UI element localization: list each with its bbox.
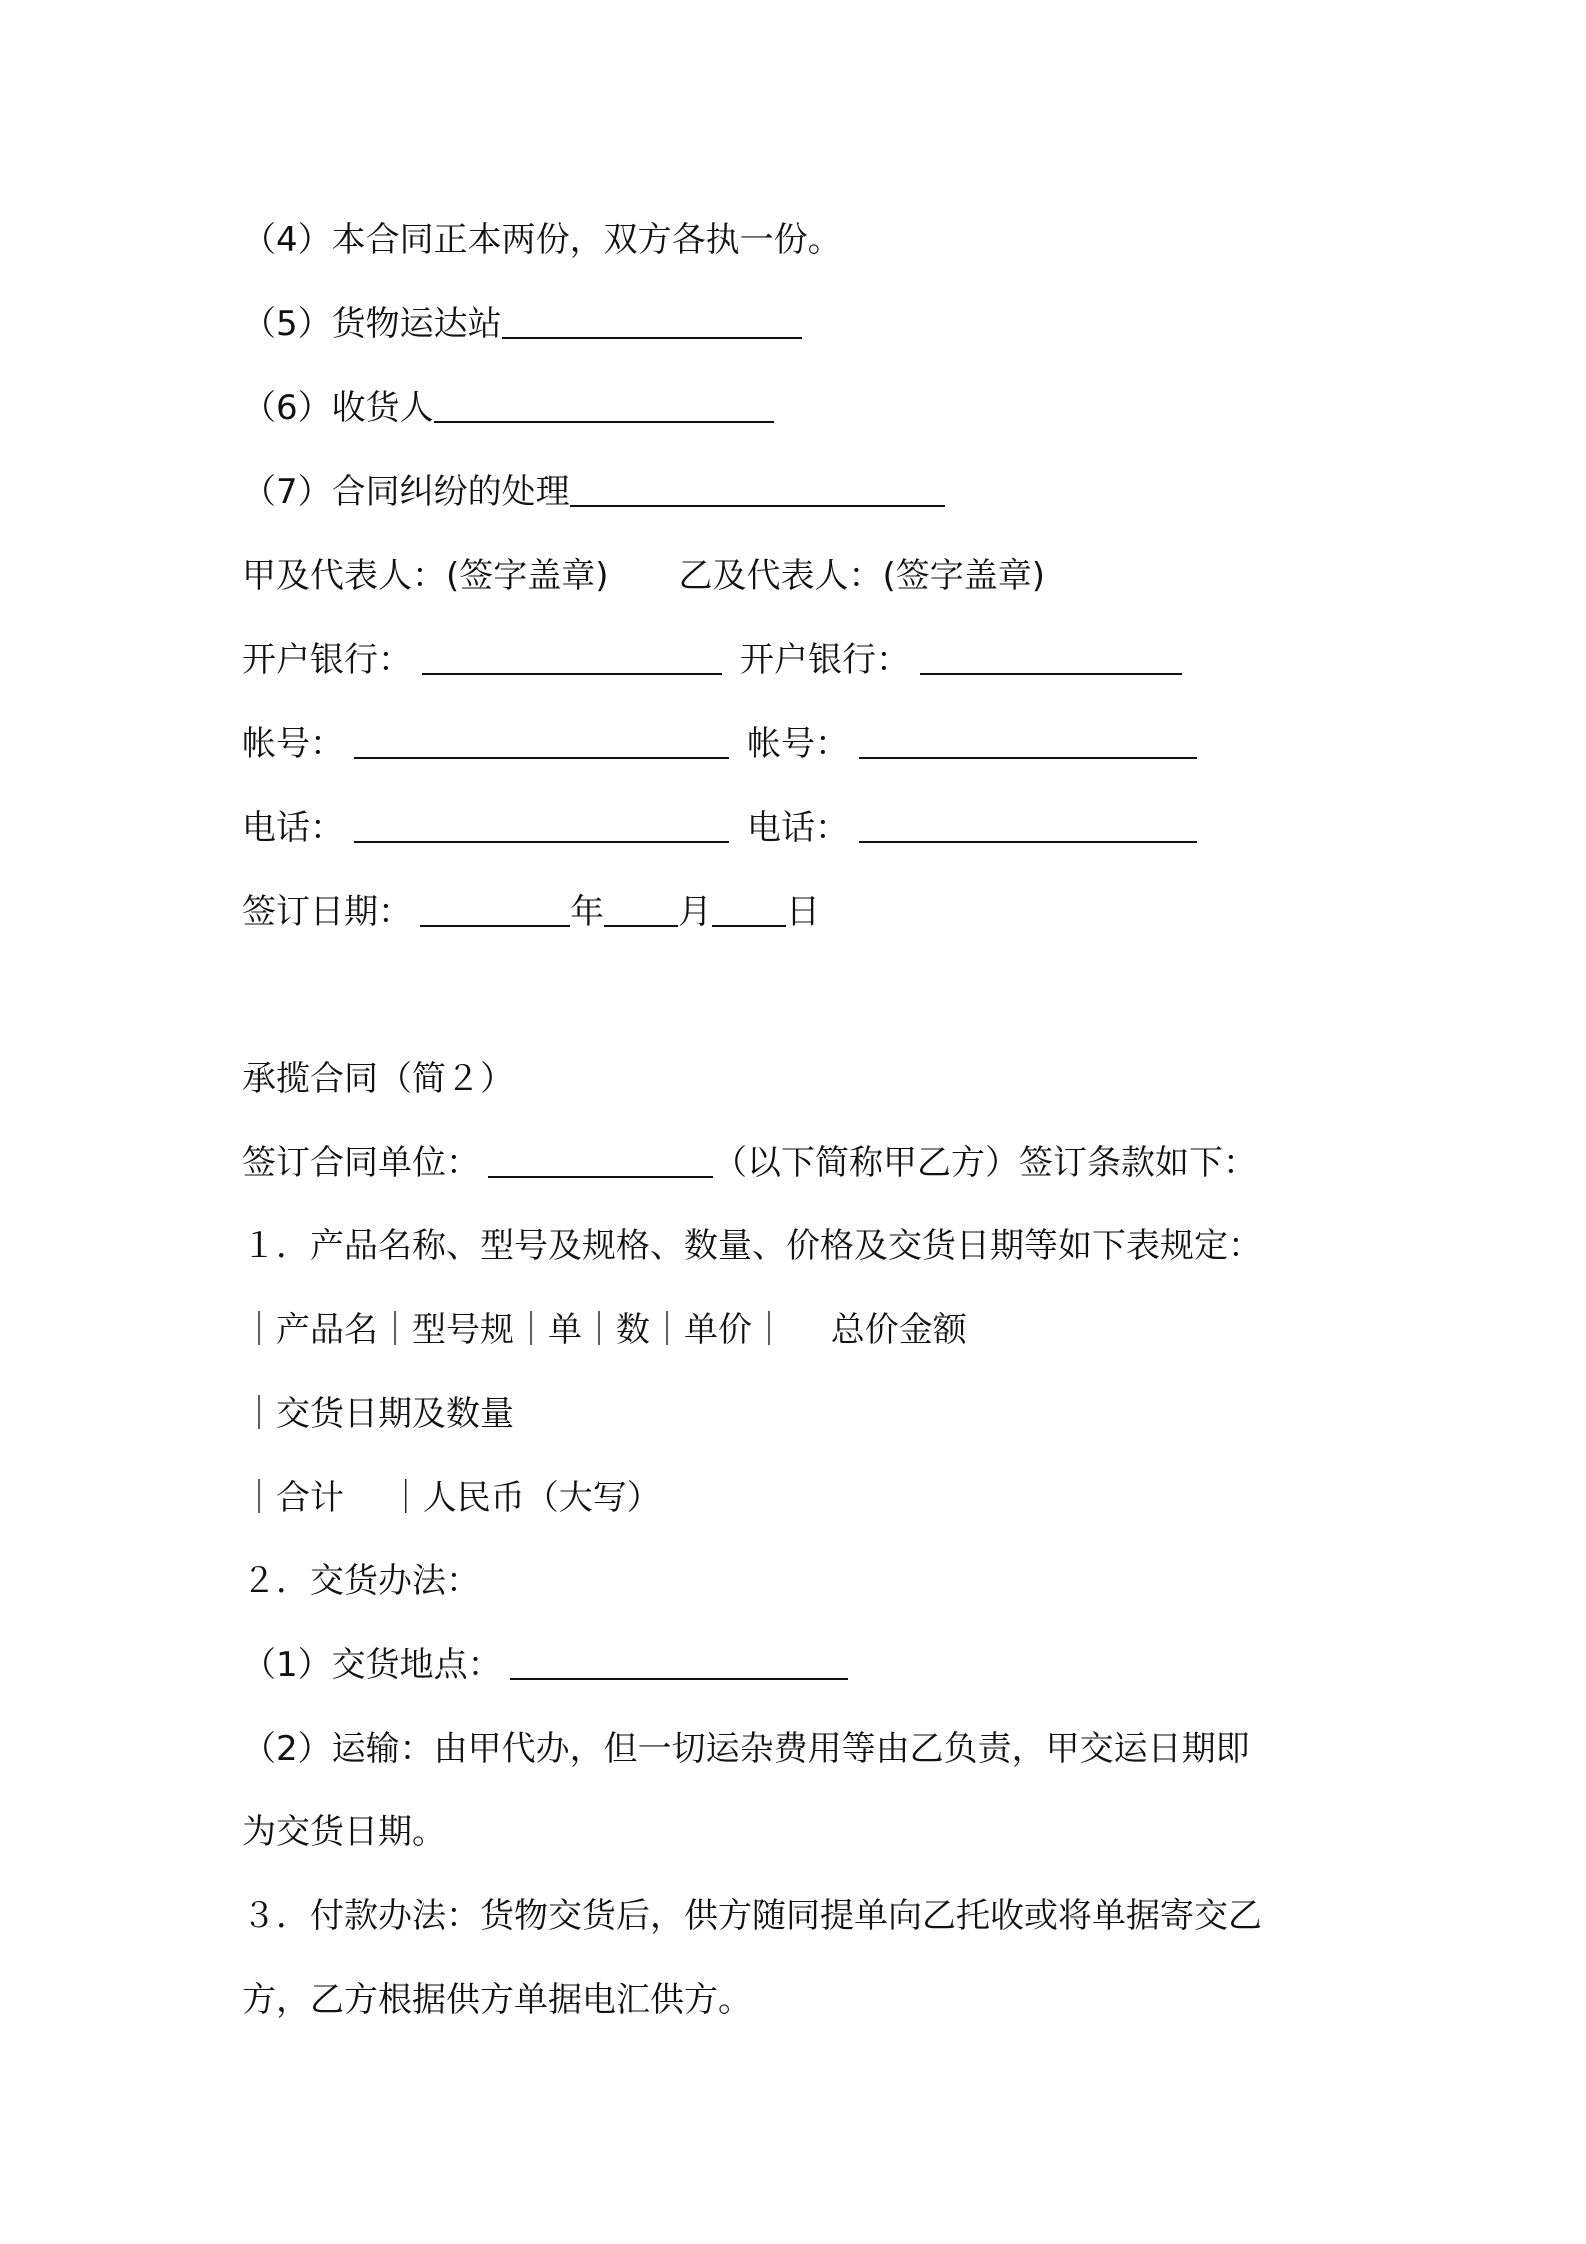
clause-1-text: １．产品名称、型号及规格、数量、价格及交货日期等如下表规定： xyxy=(242,1226,1262,1266)
party-b-signature-label: 乙及代表人：(签字盖章) xyxy=(678,556,1046,596)
contract-title-text: 承揽合同（简２） xyxy=(242,1059,514,1099)
dispute-blank[interactable] xyxy=(570,471,945,507)
date-row xyxy=(242,869,820,932)
item-5-label: （5）货物运达站 xyxy=(242,304,502,344)
year-blank[interactable] xyxy=(420,891,570,927)
party-b-account-label: 帐号： xyxy=(747,724,849,764)
unit-blank[interactable] xyxy=(488,1142,713,1178)
clause-2-2-text-1: （2）运输：由甲代办，但一切运杂费用等由乙负责，甲交运日期即 xyxy=(242,1729,1250,1769)
month-blank[interactable] xyxy=(604,891,678,927)
item-4 xyxy=(242,197,842,260)
item-4-text: （4）本合同正本两份，双方各执一份。 xyxy=(242,220,842,260)
year-label: 年 xyxy=(570,892,604,932)
party-a-account-blank[interactable] xyxy=(354,723,729,759)
date-label: 签订日期： xyxy=(242,892,412,932)
item-5 xyxy=(242,281,802,344)
day-label: 日 xyxy=(786,892,820,932)
item-6-label: （6）收货人 xyxy=(242,388,434,428)
clause-2-1 xyxy=(242,1622,848,1685)
unit-label: 签订合同单位： xyxy=(242,1143,480,1183)
clause-3-line-1 xyxy=(242,1873,1262,1936)
clause-2 xyxy=(242,1538,480,1601)
party-a-signature-label: 甲及代表人：(签字盖章) xyxy=(242,556,609,596)
bank-row xyxy=(242,617,1182,680)
consignee-blank[interactable] xyxy=(434,387,774,423)
table-row-2 xyxy=(242,1371,514,1434)
clause-2-2-text-2: 为交货日期。 xyxy=(242,1812,446,1852)
party-a-bank-label: 开户银行： xyxy=(242,640,412,680)
party-a-account-label: 帐号： xyxy=(242,724,344,764)
clause-2-2-line-2 xyxy=(242,1789,446,1852)
clause-3-line-2 xyxy=(242,1957,752,2020)
unit-suffix: （以下简称甲乙方）签订条款如下： xyxy=(713,1143,1257,1183)
party-b-account-blank[interactable] xyxy=(859,723,1197,759)
party-b-phone-blank[interactable] xyxy=(859,807,1197,843)
contract-title xyxy=(242,1036,514,1099)
item-6 xyxy=(242,365,774,428)
signature-row xyxy=(242,533,1046,596)
party-a-phone-blank[interactable] xyxy=(354,807,729,843)
clause-3-text-1: ３．付款办法：货物交货后，供方随同提单向乙托收或将单据寄交乙 xyxy=(242,1896,1262,1936)
account-row xyxy=(242,701,1197,764)
table-row-1 xyxy=(242,1287,967,1350)
unit-row xyxy=(242,1120,1257,1183)
clause-2-text: ２．交货办法： xyxy=(242,1561,480,1601)
table-row-3-text: ｜合计 ｜人民币（大写） xyxy=(242,1478,661,1518)
destination-blank[interactable] xyxy=(502,303,802,339)
party-a-bank-blank[interactable] xyxy=(422,639,722,675)
clause-3-text-2: 方，乙方根据供方单据电汇供方。 xyxy=(242,1980,752,2020)
party-b-bank-label: 开户银行： xyxy=(740,640,910,680)
item-7-label: （7）合同纠纷的处理 xyxy=(242,472,570,512)
party-b-bank-blank[interactable] xyxy=(920,639,1182,675)
table-row-1-text: ｜产品名｜型号规｜单｜数｜单价｜ 总价金额 xyxy=(242,1310,967,1350)
table-row-2-text: ｜交货日期及数量 xyxy=(242,1394,514,1434)
table-row-3 xyxy=(242,1455,661,1518)
phone-row xyxy=(242,785,1197,848)
item-7 xyxy=(242,449,945,512)
party-a-phone-label: 电话： xyxy=(242,808,344,848)
delivery-location-blank[interactable] xyxy=(510,1644,848,1680)
clause-2-1-label: （1）交货地点： xyxy=(242,1645,502,1685)
clause-2-2-line-1 xyxy=(242,1706,1250,1769)
month-label: 月 xyxy=(678,892,712,932)
day-blank[interactable] xyxy=(712,891,786,927)
clause-1 xyxy=(242,1203,1262,1266)
party-b-phone-label: 电话： xyxy=(747,808,849,848)
